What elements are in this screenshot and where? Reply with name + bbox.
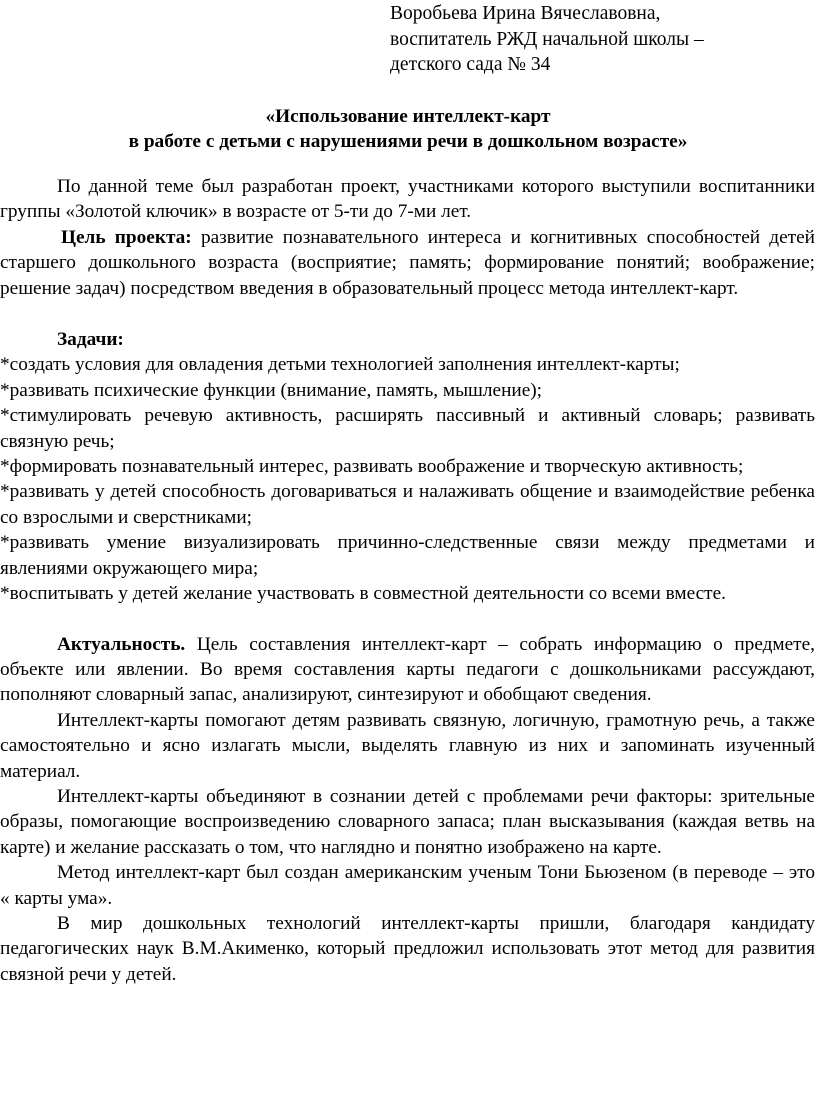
- spacer: [0, 301, 815, 327]
- task-item: *воспитывать у детей желание участвовать в совместной деятельности со всеми вместе.: [0, 583, 726, 605]
- relevance-paragraph: [0, 632, 815, 708]
- body-paragraph: Интеллект-карты объединяют в сознании детей с проблемами речи факторы: зрительные образы, помогающие воспроизведению словарного запаса; план высказывания (каждая ветвь на карте) и желание рассказать о том, что наглядно и понятно изображено на карте.: [0, 785, 815, 858]
- task-item: *развивать умение визуализировать причинно-следственные связи между предметами и явлениями окружающего мира;: [0, 532, 815, 579]
- relevance-text: Цель составления интеллект-карт – собрать информацию о предмете, объекте или явлении. Во время составления карты педагоги с дошкольниками рассуждают, пополняют словарный запас, анализируют, синтезируют и обобщают сведения.: [0, 633, 815, 706]
- document-body: [0, 174, 815, 987]
- spacer: [0, 607, 815, 632]
- task-item: *формировать познавательный интерес, развивать воображение и творческую активность;: [0, 456, 744, 478]
- body-paragraph: Метод интеллект-карт был создан американским ученым Тони Бьюзеном (в переводе – это « карты ума».: [0, 862, 815, 909]
- document-title: [0, 105, 816, 154]
- relevance-label: Актуальность.: [57, 633, 186, 655]
- author-name: Воробьева Ирина Вячеславовна,: [390, 3, 661, 24]
- author-position-line-2: детского сада № 34: [390, 54, 551, 75]
- task-item: *создать условия для овладения детьми технологией заполнения интеллект-карты;: [0, 354, 680, 376]
- task-item: *стимулировать речевую активность, расширять пассивный и активный словарь; развивать связную речь;: [0, 405, 815, 452]
- tasks-heading: Задачи:: [57, 329, 124, 351]
- author-block: [390, 1, 810, 78]
- task-item: *развивать психические функции (внимание, память, мышление);: [0, 379, 543, 401]
- goal-paragraph: [0, 225, 815, 301]
- intro-paragraph: По данной теме был разработан проект, участниками которого выступили воспитанники группы «Золотой ключик» в возрасте от 5-ти до 7-ми лет.: [0, 176, 815, 223]
- task-item: *развивать у детей способность договариваться и налаживать общение и взаимодействие ребенка со взрослыми и сверстниками;: [0, 481, 815, 528]
- goal-text: развитие познавательного интереса и когнитивных способностей детей старшего дошкольного возраста (восприятие; память; формирование понятий; воображение; решение задач) посредством введения в образовательный процесс метода интеллект-карт.: [0, 226, 815, 299]
- author-position-line-1: воспитатель РЖД начальной школы –: [390, 28, 704, 50]
- title-line-2: в работе с детьми с нарушениями речи в дошкольном возрасте»: [128, 130, 688, 152]
- body-paragraph: Интеллект-карты помогают детям развивать связную, логичную, грамотную речь, а также самостоятельно и ясно излагать мысли, выделять главную из них и запоминать изученный материал.: [0, 709, 815, 782]
- goal-label: Цель проекта:: [61, 226, 192, 248]
- title-line-1: «Использование интеллект-карт: [265, 106, 551, 127]
- tasks-heading-paragraph: [0, 327, 815, 352]
- body-paragraph: В мир дошкольных технологий интеллект-карты пришли, благодаря кандидату педагогических наук В.М.Акименко, который предложил использовать этот метод для развития связной речи у детей.: [0, 912, 815, 985]
